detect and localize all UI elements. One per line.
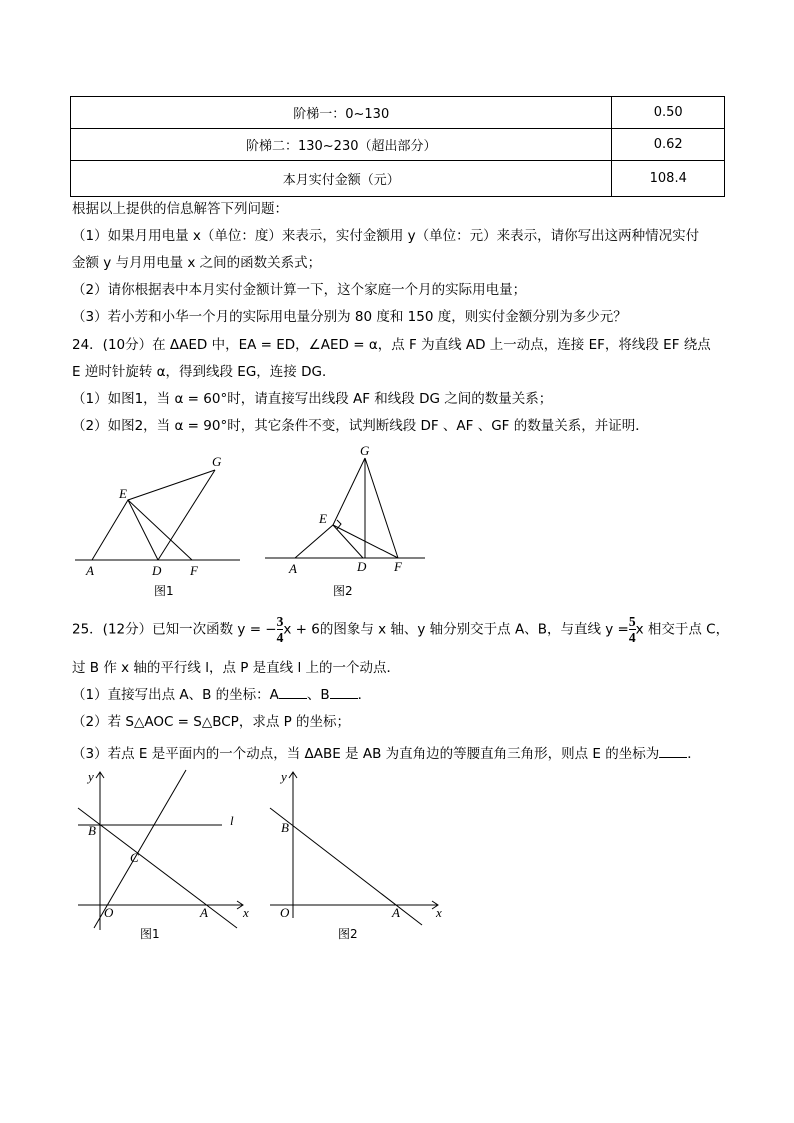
- label-A: A: [289, 561, 297, 576]
- label-F: F: [394, 559, 402, 574]
- q25-part2: （2）若 S△AOC = S△BCP，求点 P 的坐标；: [72, 714, 351, 730]
- label-B: B: [281, 820, 289, 835]
- price-cell: 0.62: [612, 129, 725, 161]
- q25-part1-text: （1）直接写出点 A、B 的坐标：A: [72, 687, 279, 703]
- label-B: B: [88, 823, 96, 838]
- q25-part1-text: ．: [357, 687, 372, 703]
- label-E: E: [119, 486, 127, 501]
- price-cell: 108.4: [612, 161, 725, 197]
- label-C: C: [130, 850, 139, 865]
- tier-cell: 阶梯一：0~130: [71, 97, 612, 129]
- q25-figure2: [270, 769, 442, 941]
- q25-text-a: 25．(12分）已知一次函数 y = −: [72, 621, 277, 638]
- q23-intro: 根据以上提供的信息解答下列问题：: [72, 201, 288, 217]
- q23-part3: （3）若小芳和小华一个月的实际用电量分别为 80 度和 150 度，则实付金额分别为多少元？: [72, 309, 627, 325]
- label-A: A: [392, 905, 400, 920]
- q25-part3-text: （3）若点 E 是平面内的一个动点，当 ΔABE 是 AB 为直角边的等腰直角三角形，则点 E 的坐标为: [72, 746, 660, 762]
- q24-part1: （1）如图1，当 α = 60°时，请直接写出线段 AF 和线段 DG 之间的数量关系；: [72, 391, 553, 407]
- label-y: y: [281, 769, 287, 784]
- q25-text-c: x 相交于点 C，: [635, 621, 730, 638]
- label-l: l: [230, 813, 234, 828]
- numerator: 5: [628, 614, 636, 629]
- figure-caption: 图1: [154, 584, 174, 598]
- label-A: A: [200, 905, 208, 920]
- q24-line2: E 逆时针旋转 α，得到线段 EG，连接 DG．: [72, 364, 336, 380]
- q23-part2: （2）请你根据表中本月实付金额计算一下，这个家庭一个月的实际用电量；: [72, 282, 527, 298]
- q25-line2: 过 B 作 x 轴的平行线 l，点 P 是直线 l 上的一个动点．: [72, 660, 401, 676]
- tier-cell: 阶梯二：130~230（超出部分）: [71, 129, 612, 161]
- label-D: D: [152, 563, 162, 578]
- label-O: O: [104, 905, 114, 920]
- label-G: G: [212, 454, 222, 469]
- q24-line1: 24．(10分）在 ΔAED 中，EA = ED，∠AED = α，点 F 为直线 AD 上一动点，连接 EF，将线段 EF 绕点: [72, 337, 711, 353]
- q25-text-b: x + 6的图象与 x 轴、y 轴分别交于点 A、B，与直线 y =: [283, 621, 629, 638]
- label-G: G: [360, 443, 370, 458]
- q24-part2: （2）如图2，当 α = 90°时，其它条件不变，试判断线段 DF 、AF 、GF 的数量关系，并证明．: [72, 418, 649, 434]
- label-x: x: [436, 905, 442, 920]
- q25-figure1: [78, 769, 249, 941]
- label-F: F: [190, 563, 198, 578]
- label-D: D: [357, 559, 367, 574]
- q25-part1-text: 、B: [306, 687, 330, 703]
- label-O: O: [280, 905, 290, 920]
- price-cell: 0.50: [612, 97, 725, 129]
- label-A: A: [86, 563, 94, 578]
- label-E: E: [319, 511, 327, 526]
- denominator: 4: [276, 630, 284, 645]
- q23-part1-line2: 金额 y 与月用电量 x 之间的函数关系式；: [72, 255, 322, 271]
- tier-cell: 本月实付金额（元）: [71, 161, 612, 197]
- figure-caption: 图2: [333, 584, 353, 598]
- numerator: 3: [276, 614, 284, 629]
- denominator: 4: [628, 630, 636, 645]
- figure-caption: 图2: [338, 927, 358, 941]
- q24-figure1: [75, 454, 240, 598]
- q25-part3-text: ．: [687, 746, 701, 762]
- q23-part1-line1: （1）如果月用电量 x（单位：度）来表示，实付金额用 y（单位：元）来表示，请你写出这两种情况实付: [72, 228, 700, 244]
- label-y: y: [88, 769, 94, 784]
- label-x: x: [243, 905, 249, 920]
- q24-figure2: [265, 443, 425, 598]
- figure-caption: 图1: [140, 927, 160, 941]
